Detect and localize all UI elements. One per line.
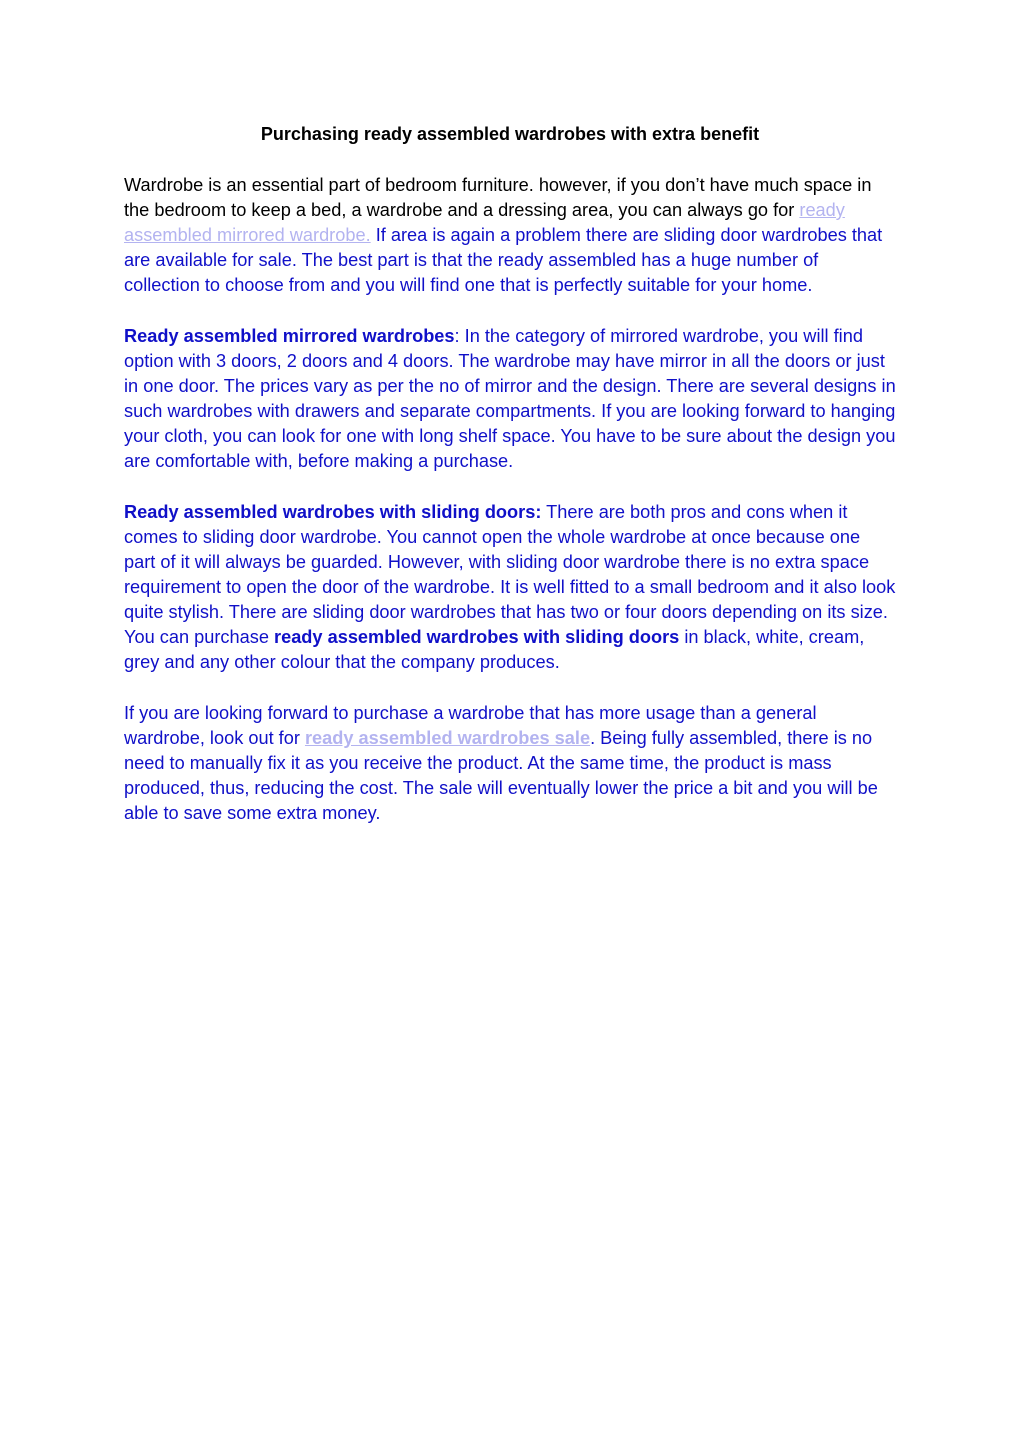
document-title: Purchasing ready assembled wardrobes with extra benefit bbox=[260, 124, 760, 144]
sliding-end-text: in black, white, cream, grey and any other colour that the company produces. bbox=[124, 627, 865, 672]
sliding-body-text: There are both pros and cons when it comes to sliding door wardrobe. You cannot open the whole wardrobe at once because one part of it will always be guarded. However, with sliding door wardrobe there is no extra space requirement to open the door of the wardrobe. It is well fitted to a small bedroom and it also look quite stylish. There are sliding door wardrobes that has two or four doors depending on its size. You can purchase bbox=[124, 502, 896, 647]
mirrored-wardrobe-link[interactable]: ready assembled mirrored wardrobe. bbox=[124, 200, 845, 245]
paragraph-mirrored bbox=[124, 324, 896, 474]
intro-text: Wardrobe is an essential part of bedroom furniture. however, if you don’t have much space in the bedroom to keep a bed, a wardrobe and a dressing area, you can always go for bbox=[124, 175, 872, 220]
mirrored-body-text: : In the category of mirrored wardrobe, you will find option with 3 doors, 2 doors and 4 doors. The wardrobe may have mirror in all the doors or just in one door. The prices vary as per the no of mirror and the design. There are several designs in such wardrobes with drawers and separate compartments. If you are looking forward to hanging your cloth, you can look for one with long shelf space. You have to be sure about the design you are comfortable with, before making a purchase. bbox=[124, 326, 896, 471]
paragraph-sale bbox=[124, 701, 896, 826]
intro-rest-text: If area is again a problem there are sliding door wardrobes that are available for sale. The best part is that the ready assembled has a huge number of collection to choose from and you will find one that is perfectly suitable for your home. bbox=[124, 225, 883, 295]
sale-intro-text: If you are looking forward to purchase a wardrobe that has more usage than a general wardrobe, look out for bbox=[124, 703, 817, 748]
document-body bbox=[124, 122, 896, 852]
mirrored-heading: Ready assembled mirrored wardrobes bbox=[124, 326, 455, 346]
sale-rest-text: . Being fully assembled, there is no need to manually fix it as you receive the product. At the same time, the product is mass produced, thus, reducing the cost. The sale will eventually lower the price a bit and you will be able to save some extra money. bbox=[124, 728, 878, 823]
wardrobes-sale-link[interactable]: ready assembled wardrobes sale bbox=[304, 728, 591, 748]
sliding-heading: Ready assembled wardrobes with sliding doors: bbox=[124, 502, 542, 522]
paragraph-intro bbox=[124, 173, 896, 298]
paragraph-sliding bbox=[124, 500, 896, 675]
sliding-emphasis: ready assembled wardrobes with sliding doors bbox=[274, 627, 680, 647]
